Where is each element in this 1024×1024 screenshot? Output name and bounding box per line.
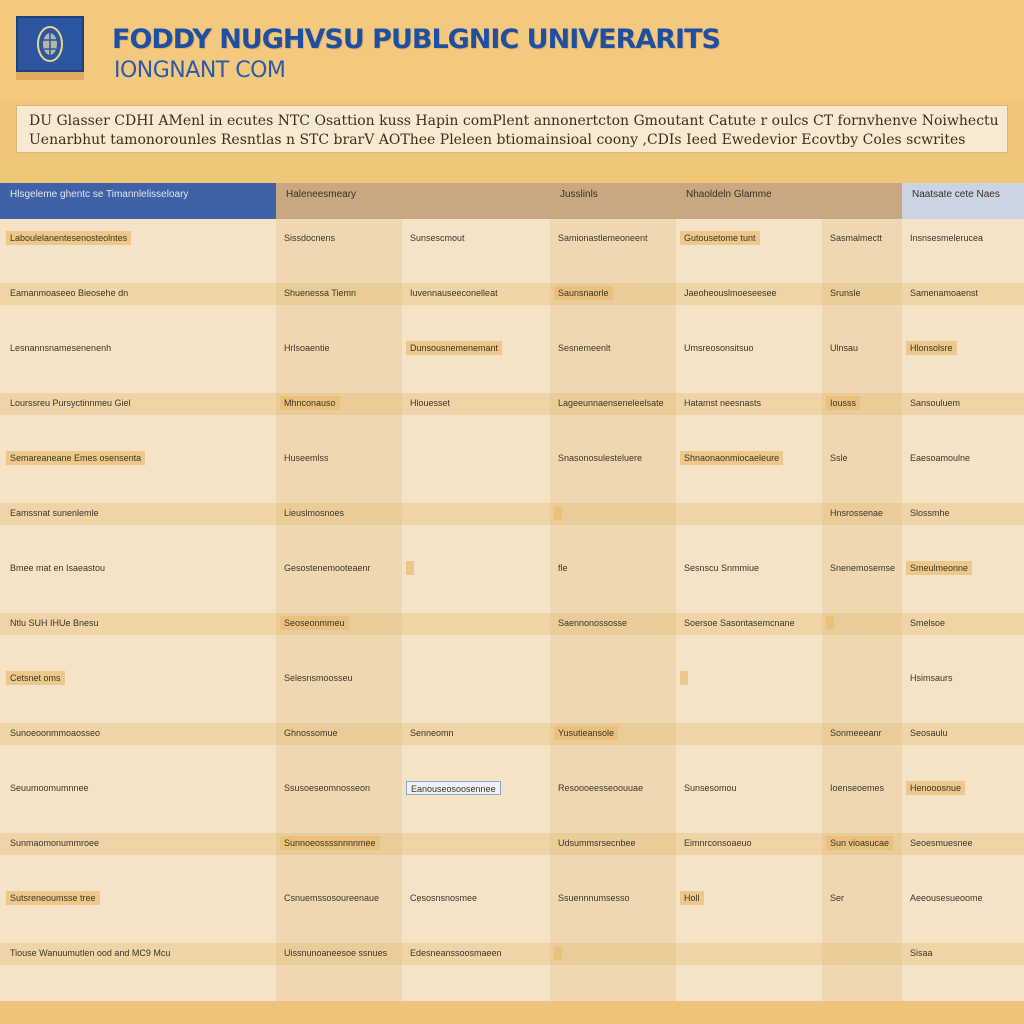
table-cell[interactable]: Ntlu SUH IHUe Bnesu [10, 618, 99, 628]
table-cell[interactable]: Srunsle [830, 288, 861, 298]
table-cell[interactable]: Iuvennauseeconelleat [410, 288, 498, 298]
table-cell[interactable]: Smeulmeonne [906, 561, 972, 575]
column-header-3[interactable]: Jusslinls [550, 183, 676, 219]
table-cell[interactable]: Sunoeoonmmoaosseo [10, 728, 101, 738]
table-cell[interactable]: Lesnannsnamesenenenh [10, 343, 112, 353]
table-cell[interactable]: Semareaneane Emes osensenta [6, 451, 145, 465]
table-cell[interactable]: Holl [680, 891, 704, 905]
notice-line-1: DU Glasser CDHI AMenl in ecutes NTC Osattion kuss Hapin comPlent annonertcton Gmoutant Catute r oulcs CT fornvhenve Noiwhectu [29, 113, 999, 129]
table-cell[interactable]: Ser [830, 893, 845, 903]
table-cell[interactable]: Seoesmuesnee [910, 838, 973, 848]
table-cell[interactable]: Lourssreu Pursyctinnmeu Giel [10, 398, 131, 408]
table-cell[interactable]: Seoseonmmeu [280, 616, 349, 630]
table-cell[interactable] [406, 451, 414, 465]
table-cell[interactable]: Eaesoamoulne [910, 453, 971, 463]
table-cell[interactable]: Sonmeeeanr [830, 728, 882, 738]
table-cell[interactable]: Lageeunnaenseneleelsate [558, 398, 664, 408]
table-cell[interactable]: Lieuslmosnoes [284, 508, 345, 518]
column-header-1[interactable]: Hlsgeleme ghentc se Timannlelisseloary [0, 183, 276, 219]
divider-band [0, 160, 1024, 182]
table-cell[interactable]: Henooosnue [906, 781, 965, 795]
column-3 [402, 219, 550, 1001]
table-cell[interactable]: Sansouluem [910, 398, 961, 408]
table-cell[interactable]: Sunmaomonummroee [10, 838, 100, 848]
table-cell[interactable]: Sunnoeossssnnnnmee [280, 836, 380, 850]
table-cell[interactable]: Bmee mat en Isaeastou [10, 563, 106, 573]
table-cell[interactable]: Umsreosonsitsuo [684, 343, 754, 353]
site-header [0, 0, 1024, 100]
table-cell[interactable] [680, 671, 688, 685]
notice-line-2: Uenarbhut tamonorounles Resntlas n STC brarV AOThee Pleleen btiomainsioal coony ,CDIs Ieed Ewedevior Ecovtby Coles scwrites [29, 132, 966, 148]
table-cell[interactable]: Eanouseosoosennee [406, 781, 501, 795]
table-cell[interactable]: Hlouesset [410, 398, 451, 408]
table-cell[interactable]: Seosaulu [910, 728, 948, 738]
table-cell[interactable] [826, 946, 834, 960]
column-5 [676, 219, 822, 1001]
table-cell[interactable]: Aeeousesueoome [910, 893, 983, 903]
table-cell[interactable]: Sissdocnens [284, 233, 336, 243]
column-2 [276, 219, 402, 1001]
table-cell[interactable]: Smelsoe [910, 618, 946, 628]
table-cell[interactable]: Sunsesomou [684, 783, 737, 793]
table-cell[interactable]: Ghnossomue [284, 728, 338, 738]
table-cell[interactable]: Shnaonaonmiocaeleure [680, 451, 783, 465]
table-cell[interactable]: Senneomn [410, 728, 454, 738]
table-cell[interactable]: Ssle [830, 453, 848, 463]
table-cell[interactable]: Samenamoaenst [910, 288, 979, 298]
table-cell[interactable] [554, 506, 562, 520]
column-4 [550, 219, 676, 1001]
table-cell[interactable] [826, 671, 834, 685]
row-stripe [0, 613, 1024, 635]
column-header-4[interactable]: Nhaoldeln Glamme [676, 183, 822, 219]
table-cell[interactable] [680, 726, 688, 740]
table-cell[interactable]: Jaeoheouslmoeseesee [684, 288, 777, 298]
table-cell[interactable] [406, 506, 414, 520]
column-7 [902, 219, 1024, 1001]
table-cell[interactable]: Cesosnsnosmee [410, 893, 478, 903]
table-cell[interactable]: Slossmhe [910, 508, 950, 518]
table-cell[interactable]: Sunsescmout [410, 233, 465, 243]
table-cell[interactable] [406, 561, 414, 575]
table-cell[interactable]: Insnsesmelerucea [910, 233, 984, 243]
table-cell[interactable]: Sasmalmectt [830, 233, 883, 243]
table-cell[interactable] [554, 946, 562, 960]
table-cell[interactable]: Resoooeesseoouuae [558, 783, 644, 793]
row-stripe [0, 283, 1024, 305]
table-cell[interactable]: Samionastlemeoneent [558, 233, 648, 243]
table-cell[interactable]: Ioenseoemes [830, 783, 885, 793]
table-cell[interactable]: Sesnemeenlt [558, 343, 611, 353]
table-cell[interactable]: Hsimsaurs [910, 673, 953, 683]
table-cell[interactable] [554, 671, 562, 685]
crest-caption [16, 72, 84, 80]
table-cell[interactable] [680, 946, 688, 960]
table-cell[interactable]: Eamssnat sunenlemle [10, 508, 99, 518]
table-cell[interactable] [406, 671, 414, 685]
table-cell[interactable]: Tiouse Wanuumutlen ood and MC9 Mcu [10, 948, 171, 958]
table-cell[interactable]: Sutsreneoumsse tree [6, 891, 100, 905]
footer-bar [0, 1001, 1024, 1024]
table-cell[interactable]: Selesnsmoosseu [284, 673, 353, 683]
table-cell[interactable]: Yusutieansole [554, 726, 618, 740]
table-cell[interactable] [826, 616, 834, 630]
table-cell[interactable]: Laboulelanentesenosteolntes [6, 231, 131, 245]
table-cell[interactable]: Gutousetome tunt [680, 231, 760, 245]
table-cell[interactable]: Saennonossosse [558, 618, 628, 628]
table-cell[interactable]: Gesostenemooteaenr [284, 563, 371, 573]
table-cell[interactable]: Edesneanssoosmaeen [410, 948, 502, 958]
table-cell[interactable]: Sisaa [910, 948, 933, 958]
table-cell[interactable]: Hatamst neesnasts [684, 398, 762, 408]
results-table [0, 183, 1024, 1001]
table-cell[interactable]: Sun vioasucae [826, 836, 893, 850]
column-header-6[interactable]: Naatsate cete Naes [902, 183, 1024, 219]
table-cell[interactable]: Seuumoomumnnee [10, 783, 89, 793]
table-cell[interactable]: Ssuennnumsesso [558, 893, 630, 903]
table-cell[interactable]: Cetsnet oms [6, 671, 65, 685]
table-cell[interactable]: Sesnscu Snmmiue [684, 563, 760, 573]
site-name[interactable]: IONGNANT COM [114, 58, 286, 83]
table-cell[interactable]: Mhnconauso [280, 396, 340, 410]
table-cell[interactable]: fle [558, 563, 568, 573]
table-cell[interactable]: Hlonsolsre [906, 341, 957, 355]
table-cell[interactable]: Ulnsau [830, 343, 859, 353]
table-cell[interactable]: Dunsousnemenemant [406, 341, 502, 355]
table-cell[interactable]: Huseemlss [284, 453, 329, 463]
university-name[interactable]: FODDY NUGHVSU PUBLGNIC UNIVERARITS [112, 24, 720, 55]
column-header-2[interactable]: Haleneesmeary [276, 183, 550, 219]
row-stripe [0, 393, 1024, 415]
notice-banner [16, 105, 1008, 153]
column-header-5[interactable] [822, 183, 902, 219]
table-cell[interactable]: Shuenessa Tiemn [284, 288, 357, 298]
table-cell[interactable]: Eamanmoaseeo Bieosehe dn [10, 288, 129, 298]
table-cell[interactable]: Uissnunoaneesoe ssnues [284, 948, 388, 958]
table-cell[interactable]: Saunsnaorle [554, 286, 613, 300]
table-cell[interactable]: Ssusoeseomnosseon [284, 783, 371, 793]
crest-icon[interactable] [16, 16, 84, 72]
column-6 [822, 219, 902, 1001]
table-cell[interactable] [680, 506, 688, 520]
table-cell[interactable]: Hrlsoaentie [284, 343, 330, 353]
table-cell[interactable]: Csnuemssosoureenaue [284, 893, 380, 903]
table-cell[interactable]: Udsummsrsecnbee [558, 838, 636, 848]
table-cell[interactable] [406, 616, 414, 630]
table-cell[interactable]: Iousss [826, 396, 860, 410]
column-1 [0, 219, 276, 1001]
table-cell[interactable] [406, 836, 414, 850]
table-cell[interactable]: Eimnrconsoaeuo [684, 838, 752, 848]
table-cell[interactable]: Snasonosulesteluere [558, 453, 643, 463]
table-cell[interactable]: Snenemosemse [830, 563, 896, 573]
table-cell[interactable]: Hnsrossenae [830, 508, 884, 518]
table-cell[interactable]: Soersoe Sasontasemcnane [684, 618, 795, 628]
